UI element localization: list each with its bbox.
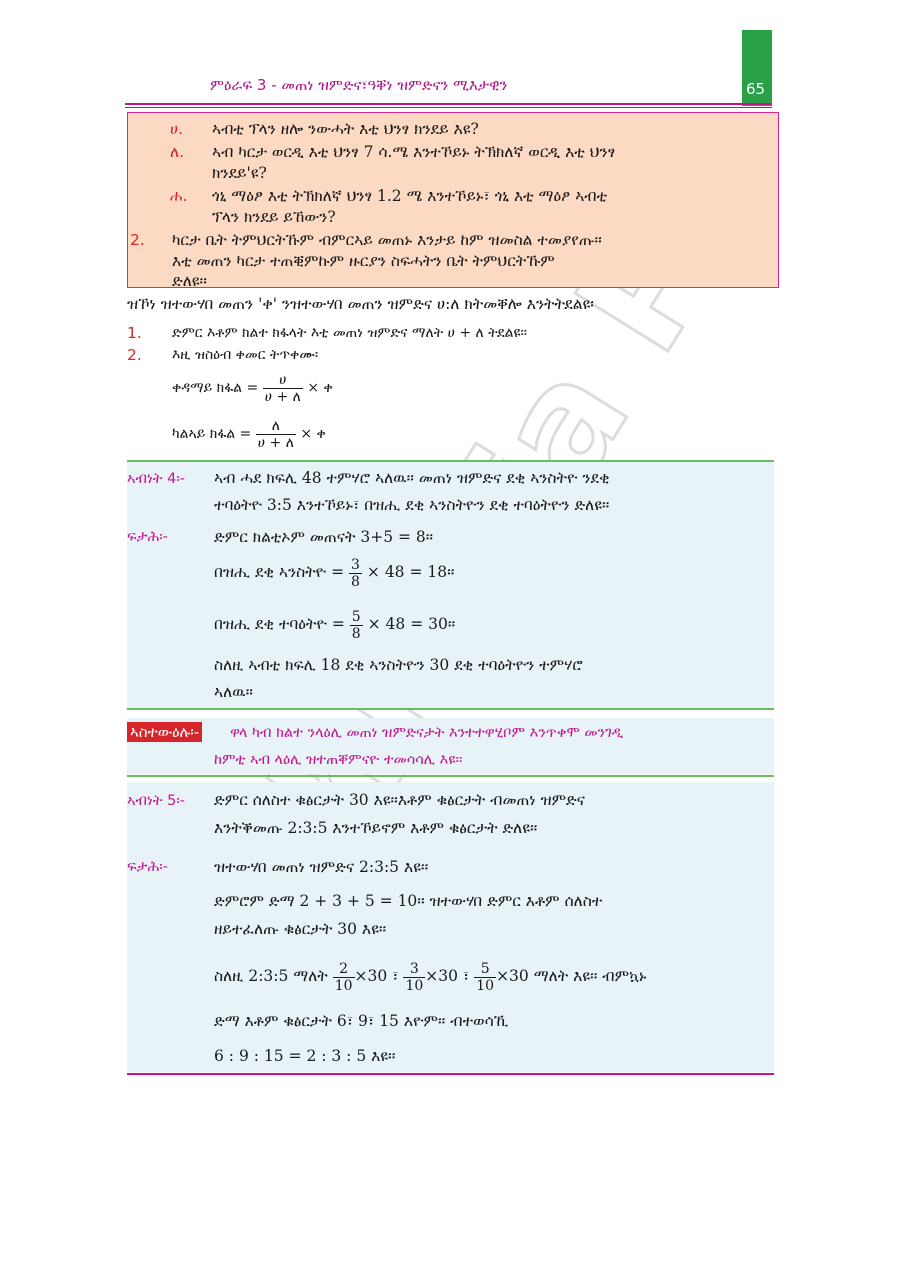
solution-label: ፍታሕ፡- <box>127 859 168 875</box>
solution-rhs: ×30 ፣ <box>354 967 399 985</box>
solution-line <box>214 604 455 644</box>
solution-fraction <box>403 961 425 994</box>
solution-line: 6 : 9 : 15 = 2 : 3 : 5 እዩ፡፡ <box>214 1047 396 1065</box>
fraction-numerator: 3 <box>409 960 419 977</box>
solution-line: ኣለዉ፡፡ <box>214 683 253 701</box>
exercise-item-text: ክንደይ'ዩ? <box>212 164 267 182</box>
exercise-item-label: ሀ. <box>170 120 184 138</box>
solution-line: ድማ እቶም ቁፅርታት 6፣ 9፣ 15 እዮም፡፡ ብተወሳኺ <box>214 1012 509 1030</box>
formula-lhs: ካልኣይ ክፋል = <box>172 426 252 442</box>
fraction-numerator: ለ <box>271 417 280 434</box>
solution-line <box>214 956 647 996</box>
example-5-text: ድምር ሰለስተ ቁፅርታት 30 እዩ፡፡እቶም ቁፅርታት ብመጠነ ዝምድና <box>214 791 586 809</box>
formula-rhs: × ቀ <box>307 380 333 396</box>
fraction-numerator: 5 <box>480 960 490 977</box>
intro-line: ዝኾነ ዝተውሃበ መጠን 'ቀ' ንዝተውሃበ መጠን ዝምድና ሀ:ለ ክትመቐሎ እንትትደልዩ፡ <box>127 295 594 313</box>
exercise-item-text: ፕላን ክንደይ ይኸውን? <box>212 208 336 226</box>
solution-fraction <box>333 961 355 994</box>
step-label: 2. <box>127 346 142 364</box>
fraction-denominator: ሀ + ለ <box>257 434 294 451</box>
fraction-denominator: 10 <box>405 977 424 994</box>
solution-line <box>214 552 454 592</box>
example-5-label: ኣብነት 5፡- <box>127 793 186 809</box>
step-text: ድምር እቶም ክልተ ክፋላት እቲ መጠነ ዝምድና ማለት ሀ + ለ ትደልዩ፡፡ <box>172 325 528 341</box>
exercise-item-label: 2. <box>130 231 145 249</box>
solution-line: ድምሮም ድማ 2 + 3 + 5 = 10፡፡ ዝተውሃበ ድምር እቶም ሰለስተ <box>214 892 603 910</box>
fraction-denominator: 8 <box>351 573 360 590</box>
solution-label: ፍታሕ፡- <box>127 529 168 545</box>
solution-fraction <box>350 609 363 642</box>
note-text: ከምቲ ኣብ ላዕሊ ዝተጠቐምናዮ ተመሳሳሊ እዩ፡፡ <box>214 752 463 768</box>
fraction-numerator: 2 <box>339 960 349 977</box>
formula-fraction <box>256 418 296 451</box>
solution-rhs: ×30 <box>496 967 529 985</box>
section-rule <box>127 775 774 777</box>
exercise-item-text: ካርታ ቤት ትምህርትኹም ብምርኣይ መጠኑ እንታይ ከም ዝመስል ተመያየጡ፡፡ <box>172 231 602 249</box>
exercise-item-text: ኣብቲ ፕላን ዘሎ ንውሓት እቲ ህንፃ ክንደይ እዩ? <box>212 120 479 138</box>
exercise-item-text: እቲ መጠን ካርታ ተጠቒምኩም ዙርያን ስፍሓትን ቤት ትምህርትኹም <box>172 252 555 270</box>
exercise-item-text: ድለዩ፡፡ <box>172 272 207 290</box>
exercise-item-text: ኣብ ካርታ ወርዲ እቲ ህንፃ 7 ሳ.ሜ እንተኾይኑ ትኽክለኛ ወርዲ እቲ ህንፃ <box>212 143 616 161</box>
fraction-denominator: 10 <box>476 977 495 994</box>
solution-line: ዝተውሃበ መጠነ ዝምድና 2:3:5 እዩ፡፡ <box>214 858 429 876</box>
formula-second-part <box>172 414 326 454</box>
solution-line: ስለዚ ኣብቲ ክፍሊ 18 ደቂ ኣንስትዮን 30 ደቂ ተባዕትዮን ተምሃሮ <box>214 656 583 674</box>
exercise-item-text: ጎኒ ማዕፆ እቲ ትኽክለኛ ህንፃ 1.2 ሜ እንተኾይኑ፣ ጎኒ እቲ ማዕፆ ኣብቲ <box>212 187 608 205</box>
step-text: እዚ ዝስዕብ ቀመር ትጥቀሙ፡ <box>172 347 319 363</box>
chapter-header: ምዕራፍ 3 - መጠነ ዝምድና፣ዓቐነ ዝምድናን ሚእታዊን <box>210 76 508 94</box>
solution-rhs: × 48 = 18፡፡ <box>366 563 455 581</box>
example-4-text: ኣብ ሓደ ክፍሊ 48 ተምሃሮ ኣለዉ፡፡ መጠነ ዝምድና ደቂ ኣንስትዮ ንደቂ <box>214 469 610 487</box>
solution-prefix: ስለዚ 2:3:5 ማለት <box>214 967 328 985</box>
fraction-denominator: 8 <box>351 625 361 642</box>
bottom-rule <box>127 1073 774 1075</box>
solution-lhs: በዝሒ ደቂ ኣንስትዮ = <box>214 563 345 581</box>
section-rule <box>127 708 774 710</box>
exercise-item-label: ለ. <box>170 143 185 161</box>
solution-suffix: ማለት እዩ፡፡ ብምኳኑ <box>533 967 647 985</box>
header-rule <box>125 103 772 105</box>
page-number: 65 <box>746 80 766 98</box>
solution-fraction <box>349 557 362 590</box>
example-4-label: ኣብነት 4፡- <box>127 471 186 487</box>
fraction-denominator: ሀ + ለ <box>264 388 301 405</box>
solution-rhs: ×30 ፣ <box>425 967 470 985</box>
fraction-numerator: 5 <box>351 608 361 625</box>
formula-first-part <box>172 368 333 408</box>
fraction-denominator: 10 <box>334 977 353 994</box>
solution-lhs: በዝሒ ደቂ ተባዕትዮ = <box>214 615 345 633</box>
solution-fraction <box>474 961 496 994</box>
formula-fraction <box>263 372 303 405</box>
example-5-text: እንትቕመጡ 2:3:5 እንተኾይኖም እቶም ቁፅርታት ድለዩ፡፡ <box>214 819 538 837</box>
fraction-numerator: ሀ <box>279 371 287 388</box>
note-label: ኣስተውዕሉ፡- <box>127 722 202 742</box>
exercise-item-label: ሐ. <box>170 187 188 205</box>
header-rule-thin <box>125 107 772 108</box>
solution-line: ድምር ክልቲኦም መጠናት 3+5 = 8፡፡ <box>214 528 434 546</box>
solution-line: ዘይተፈለጡ ቁፅርታት 30 እዩ፡፡ <box>214 920 387 938</box>
step-label: 1. <box>127 324 142 342</box>
solution-rhs: × 48 = 30፡፡ <box>367 615 456 633</box>
note-text: ዋላ ካብ ክልተ ንላዕሊ መጠነ ዝምድናታት እንተተዋሂቦም እንጥቀሞ መንገዲ <box>230 725 624 741</box>
formula-lhs: ቀዳማይ ክፋል = <box>172 380 259 396</box>
formula-rhs: × ቀ <box>300 426 326 442</box>
example-4-text: ተባዕትዮ 3:5 እንተኾይኑ፣ በዝሒ ደቂ ኣንስትዮን ደቂ ተባዕትዮን ድለዩ፡፡ <box>214 496 610 514</box>
fraction-numerator: 3 <box>351 556 360 573</box>
